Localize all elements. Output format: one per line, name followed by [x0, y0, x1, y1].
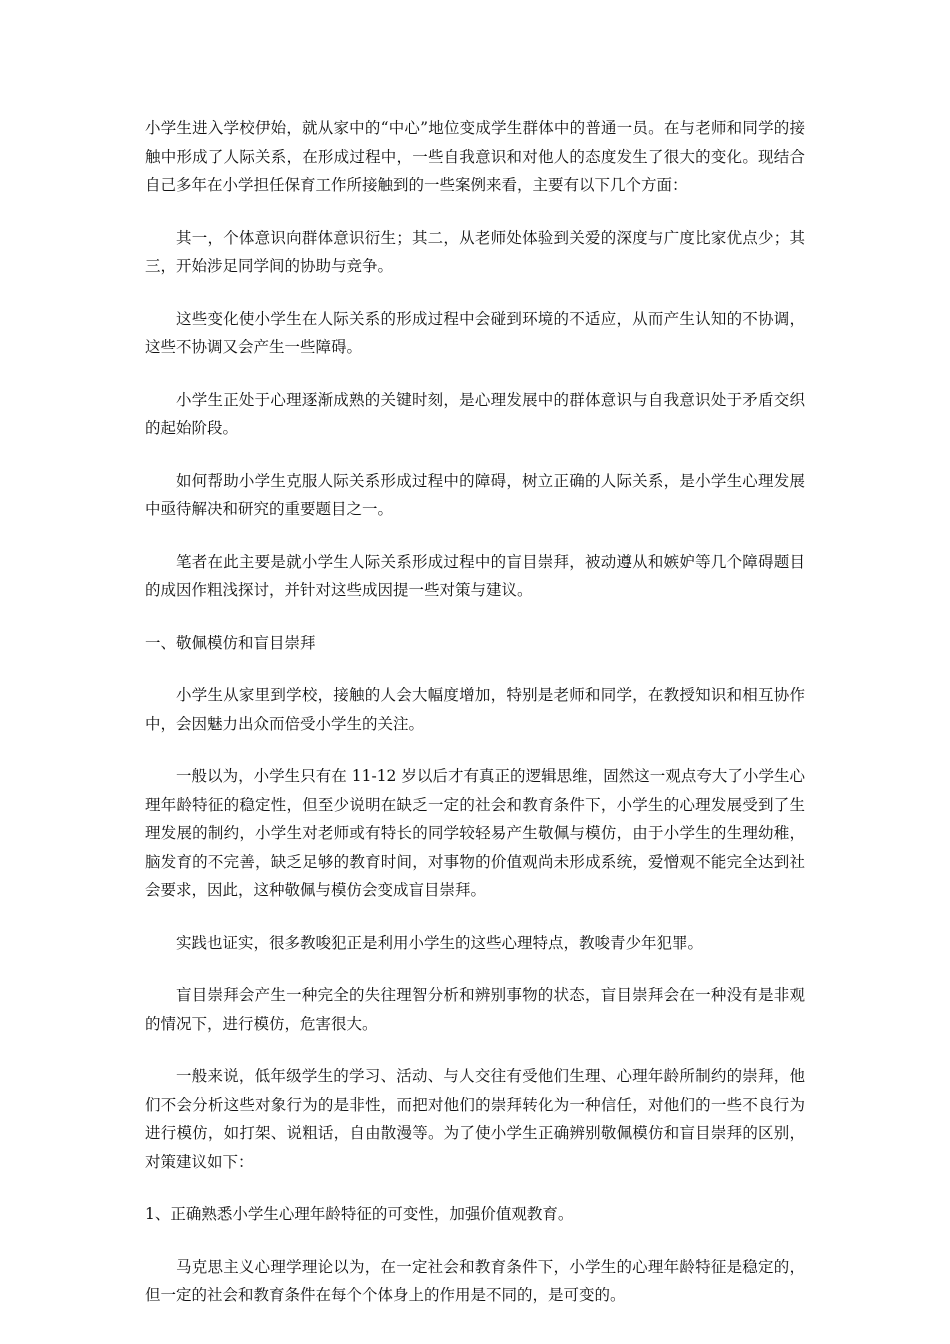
paragraph-intro: 小学生进入学校伊始，就从家中的“中心”地位变成学生群体中的普通一员。在与老师和同学的接触中形成了人际关系，在形成过程中，一些自我意识和对他人的态度发生了很大的变化。现结合自己多年在小学担任保育工作所接触到的一些案例来看，主要有以下几个方面：	[145, 119, 805, 194]
paragraph-school-contacts: 小学生从家里到学校，接触的人会大幅度增加，特别是老师和同学，在教授知识和相互协作中，会因魅力出众而倍受小学生的关注。	[145, 686, 805, 733]
paragraph-logical-thinking: 一般以为，小学生只有在 11-12 岁以后才有真正的逻辑思维，固然这一观点夸大了小学生心理年龄特征的稳定性，但至少说明在缺乏一定的社会和教育条件下，小学生的心理发展受到了生理发展的制约，小学生对老师或有特长的同学较轻易产生敬佩与模仿，由于小学生的生理幼稚，脑发育的不完善，缺乏足够的教育时间，对事物的价值观尚未形成系统，爱憎观不能完全达到社会要求，因此，这种敬佩与模仿会变成盲目崇拜。	[145, 767, 805, 899]
paragraph-how-to-help: 如何帮助小学生克服人际关系形成过程中的障碍，树立正确的人际关系，是小学生心理发展中亟待解决和研究的重要题目之一。	[145, 471, 805, 518]
paragraph-blind-worship: 盲目崇拜会产生一种完全的失往理智分析和辨别事物的状态，盲目崇拜会在一种没有是非观的情况下，进行模仿，危害很大。	[145, 986, 805, 1033]
paragraph-critical-stage: 小学生正处于心理逐渐成熟的关键时刻，是心理发展中的群体意识与自我意识处于矛盾交织的起始阶段。	[145, 390, 805, 437]
paragraph-lower-grades: 一般来说，低年级学生的学习、活动、与人交往有受他们生理、心理年龄所制约的崇拜，他们不会分析这些对象行为的是非性，而把对他们的崇拜转化为一种信任，对他们的一些不良行为进行模仿，如打架、说粗话，自由散漫等。为了使小学生正确辨别敬佩模仿和盲目崇拜的区别，对策建议如下：	[145, 1067, 805, 1171]
document-body	[145, 114, 805, 1334]
section-heading-1: 一、敬佩模仿和盲目崇拜	[145, 633, 316, 652]
paragraph-changes: 这些变化使小学生在人际关系的形成过程中会碰到环境的不适应，从而产生认知的不协调，这些不协调又会产生一些障碍。	[145, 309, 805, 356]
paragraph-practice-proof: 实践也证实，很多教唆犯正是利用小学生的这些心理特点，教唆青少年犯罪。	[176, 933, 704, 952]
paragraph-marxist-theory: 马克思主义心理学理论以为，在一定社会和教育条件下，小学生的心理年龄特征是稳定的，但一定的社会和教育条件在每个个体身上的作用是不同的，是可变的。	[145, 1257, 805, 1304]
paragraph-three-aspects: 其一，个体意识向群体意识衍生；其二，从老师处体验到关爱的深度与广度比家优点少；其三，开始涉足同学间的协助与竞争。	[145, 228, 805, 275]
subheading-1: 1、正确熟悉小学生心理年龄特征的可变性，加强价值观教育。	[145, 1205, 574, 1223]
paragraph-author-scope: 笔者在此主要是就小学生人际关系形成过程中的盲目崇拜，被动遵从和嫉妒等几个障碍题目的成因作粗浅探讨，并针对这些成因提一些对策与建议。	[145, 552, 805, 599]
